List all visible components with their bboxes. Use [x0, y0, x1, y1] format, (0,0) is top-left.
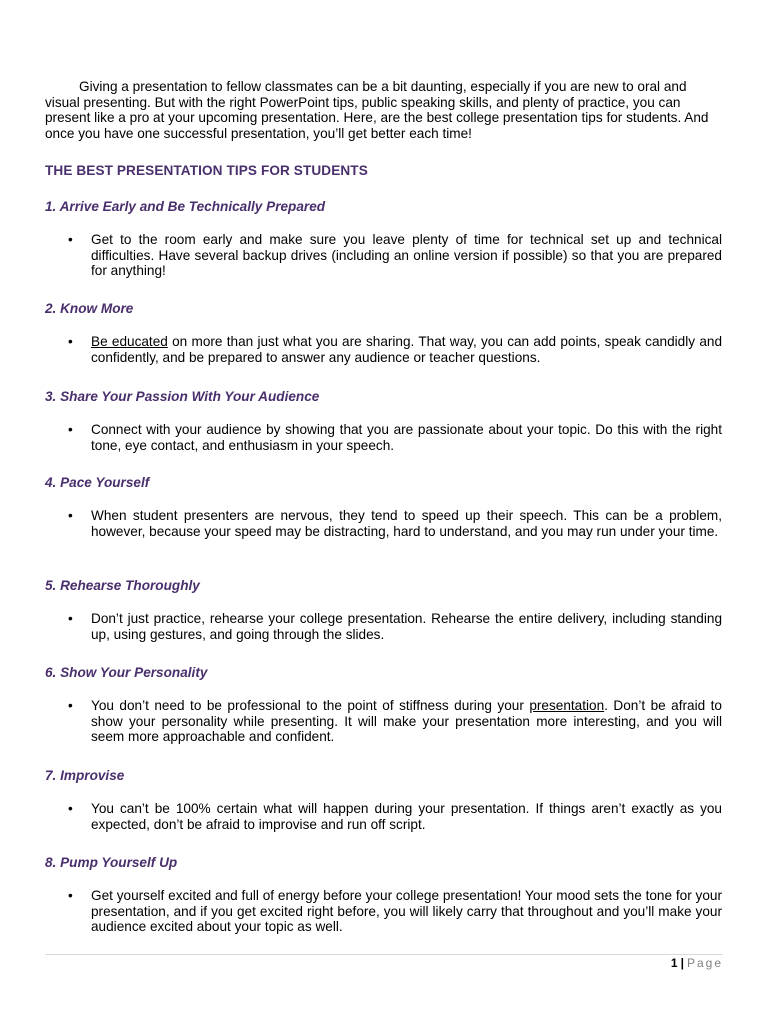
footer-separator: | [680, 956, 684, 970]
tip-bullet-4 [68, 508, 722, 539]
tip-text-5: Don’t just practice, rehearse your college presentation. Rehearse the entire delivery, including standing up, using gestures, and going through the slides. [91, 611, 722, 642]
presentation-link[interactable]: presentation [529, 698, 605, 713]
tip-heading-1: 1. Arrive Early and Be Technically Prepared [45, 199, 326, 214]
tip-text-2 [91, 334, 722, 365]
bullet-glyph: • [68, 801, 73, 816]
tip-text-1: Get to the room early and make sure you leave plenty of time for technical set up and technical difficulties. Have several backup drives (including an online version if possible) so that you are prepared for anything! [91, 232, 722, 279]
tip-heading-3: 3. Share Your Passion With Your Audience [45, 389, 320, 404]
intro-text: Giving a presentation to fellow classmates can be a bit daunting, especially if you are new to oral and visual presenting. But with the right PowerPoint tips, public speaking skills, and plenty of practice, you can present like a pro at your upcoming presentation. Here, are the best college presentation tips for students. And once you have one successful presentation, you’ll get better each time! [45, 79, 709, 141]
bullet-glyph: • [68, 334, 73, 349]
tip-text-6-start: You don’t need to be professional to the point of stiffness during your [91, 698, 530, 713]
tip-bullet-2 [68, 334, 722, 365]
bullet-glyph: • [68, 888, 73, 903]
bullet-glyph: • [68, 611, 73, 626]
section-heading: THE BEST PRESENTATION TIPS FOR STUDENTS [45, 163, 368, 178]
tip-text-6 [91, 698, 722, 745]
tip-text-3: Connect with your audience by showing that you are passionate about your topic. Do this with the right tone, eye contact, and enthusiasm in your speech. [91, 422, 722, 453]
tip-text-6-end: . Don’t be afraid to show your personality while presenting. It will make your presentation more interesting, and you will seem more approachable and confident. [91, 698, 722, 745]
tip-heading-8: 8. Pump Yourself Up [45, 855, 178, 870]
tip-text-8: Get yourself excited and full of energy before your college presentation! Your mood sets the tone for your presentation, and if you get excited right before, you will likely carry that throughout and you’ll make your audience excited about your topic as well. [91, 888, 722, 935]
bullet-glyph: • [68, 508, 73, 523]
tip-heading-4: 4. Pace Yourself [45, 475, 150, 490]
bullet-glyph: • [68, 232, 73, 247]
tip-bullet-8 [68, 888, 722, 935]
tip-heading-2: 2. Know More [45, 301, 134, 316]
tip-bullet-3 [68, 422, 722, 453]
tip-text-4: When student presenters are nervous, they tend to speed up their speech. This can be a problem, however, because your speed may be distracting, hard to understand, and you may run under your time. [91, 508, 722, 539]
bullet-glyph: • [68, 698, 73, 713]
tip-heading-7: 7. Improvise [45, 768, 125, 783]
footer-divider [45, 954, 723, 955]
tip-text-2-rest: on more than just what you are sharing. That way, you can add points, speak candidly and confidently, and be prepared to answer any audience or teacher questions. [91, 334, 723, 365]
tip-bullet-7 [68, 801, 722, 832]
tip-bullet-5 [68, 611, 722, 642]
tip-bullet-1 [68, 232, 722, 279]
tip-heading-5: 5. Rehearse Thoroughly [45, 578, 200, 593]
intro-paragraph [45, 79, 723, 141]
bullet-glyph: • [68, 422, 73, 437]
page-label: Page [686, 956, 723, 970]
be-educated-link[interactable]: Be educated [91, 334, 168, 349]
tip-text-7: You can’t be 100% certain what will happen during your presentation. If things aren’t exactly as you expected, don’t be afraid to improvise and run off script. [91, 801, 722, 832]
tip-bullet-6 [68, 698, 722, 745]
page-number: 1 [670, 956, 678, 970]
tip-heading-6: 6. Show Your Personality [45, 665, 208, 680]
page-footer [671, 956, 723, 970]
